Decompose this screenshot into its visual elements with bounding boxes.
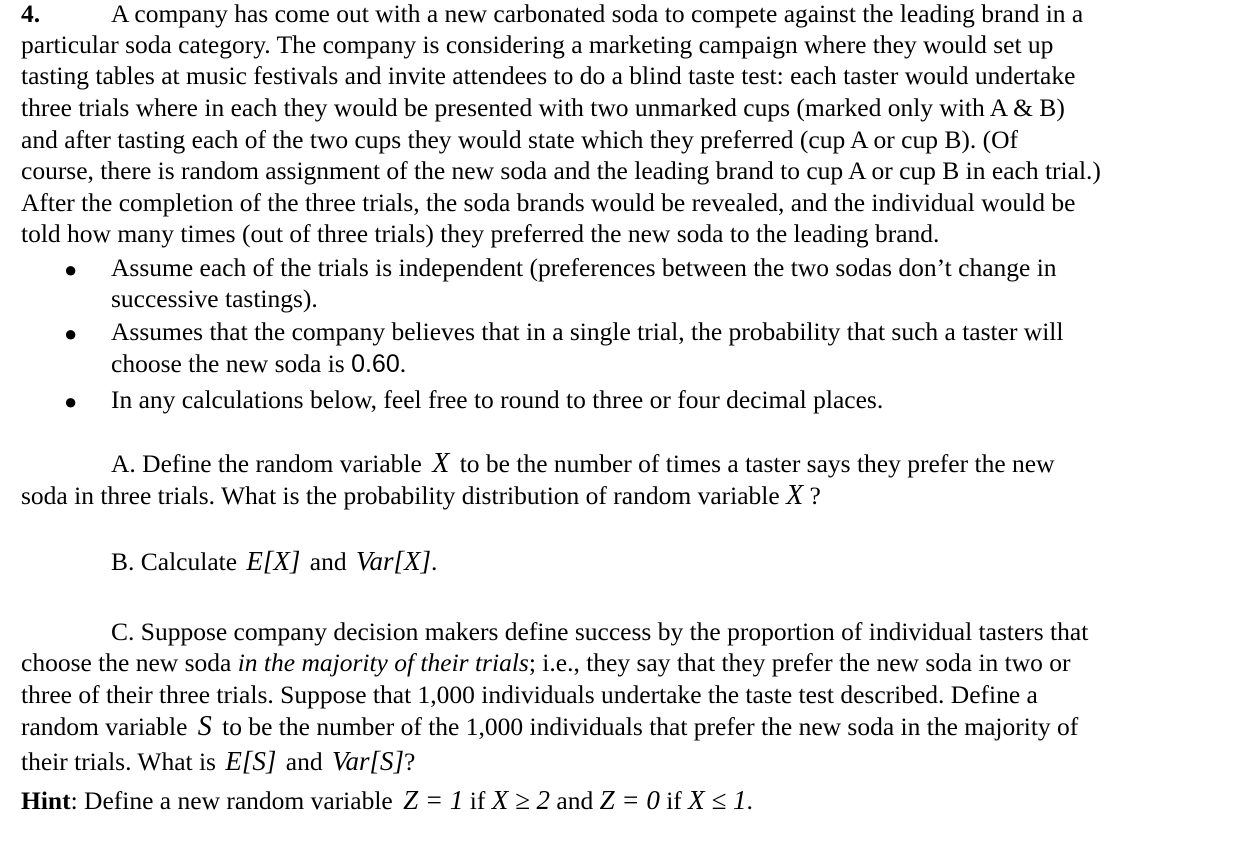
intro-line-5: and after tasting each of the two cups they would state which they preferred (cup A or cup B). (Of: [21, 125, 1019, 154]
condition-x-ge-2: X ≥ 2: [491, 785, 551, 815]
variance-s: Var[S]: [331, 746, 404, 776]
part-c-line-4: [21, 711, 1078, 743]
part-c-line-1: C. Suppose company decision makers define success by the proportion of individual tasters that: [111, 617, 1089, 646]
bullet-2-line-1: Assumes that the company believes that in a single trial, the probability that such a taster will: [111, 317, 1064, 346]
part-a-text-3: soda in three trials. What is the probability distribution of random variable: [21, 481, 780, 510]
hint-label: Hint: [21, 786, 71, 815]
part-c-text-2: ; i.e., they say that they prefer the new soda in two or: [528, 648, 1071, 677]
part-c-line-5: [21, 745, 415, 778]
part-c-text: choose the new soda: [21, 648, 232, 677]
part-a-qmark: ?: [809, 481, 821, 510]
condition-x-le-1: X ≤ 1: [688, 785, 747, 815]
bullet-1-line-1: Assume each of the trials is independent (preferences between the two sodas don’t change in: [111, 253, 1057, 282]
hint-if-1: if: [469, 786, 486, 815]
bullet-icon: ●: [64, 257, 78, 282]
expectation-x: E[X]: [246, 546, 301, 576]
intro-line-6: course, there is random assignment of the new soda and the leading brand to cup A or cup B in each trial.): [21, 156, 1101, 185]
bullet-2-text: choose the new soda is: [111, 349, 345, 378]
hint-text: : Define a new random variable: [70, 786, 393, 815]
part-a-line-2: [21, 480, 821, 512]
bullet-icon: ●: [64, 321, 78, 346]
part-c-text-4: to be the number of the 1,000 individuals that prefer the new soda in the majority of: [222, 712, 1079, 741]
probability-value: 0.60: [351, 350, 400, 378]
intro-line-3: tasting tables at music festivals and invite attendees to do a blind taste test: each taster would undertake: [21, 61, 1076, 90]
part-b-period: .: [431, 547, 438, 576]
part-c-text-3: random variable: [21, 712, 188, 741]
part-c-and: and: [285, 747, 323, 776]
hint-period: .: [746, 786, 753, 815]
part-c-emphasis: in the majority of their trials: [237, 648, 529, 677]
var-x: X: [786, 480, 804, 511]
intro-line-1: A company has come out with a new carbonated soda to compete against the leading brand in a: [111, 0, 1084, 28]
part-b-text: B. Calculate: [111, 547, 238, 576]
hint-and: and: [556, 786, 594, 815]
expectation-s: E[S]: [225, 746, 277, 776]
hint-if-2: if: [666, 786, 682, 815]
part-b-line: [111, 545, 437, 578]
bullet-2-line-2: choose the new soda is 0.60.: [111, 349, 407, 378]
var-s: S: [197, 711, 212, 742]
part-c-text-5: their trials. What is: [21, 747, 216, 776]
question-number: 4.: [21, 0, 41, 28]
hint-line: [21, 784, 753, 817]
var-x: X: [432, 448, 450, 479]
bullet-3-line-1: In any calculations below, feel free to round to three or four decimal places.: [111, 385, 884, 414]
part-b-and: and: [309, 547, 347, 576]
part-c-line-2: [21, 647, 1071, 679]
bullet-1-line-2: successive tastings).: [111, 284, 318, 313]
part-a-text: A. Define the random variable: [111, 449, 422, 478]
part-c-qmark: ?: [404, 747, 416, 776]
part-a-line-1: [111, 448, 1055, 480]
z-equals-1: Z = 1: [403, 785, 464, 815]
intro-line-8: told how many times (out of three trials) they preferred the new soda to the leading brand.: [21, 219, 940, 248]
intro-line-7: After the completion of the three trials, the soda brands would be revealed, and the individual would be: [21, 188, 1076, 217]
part-a-text-2: to be the number of times a taster says they prefer the new: [459, 449, 1055, 478]
intro-line-4: three trials where in each they would be presented with two unmarked cups (marked only with A & B): [21, 93, 1065, 122]
intro-line-2: particular soda category. The company is considering a marketing campaign where they would set up: [21, 30, 1054, 59]
variance-x: Var[X]: [356, 546, 432, 576]
z-equals-0: Z = 0: [599, 785, 660, 815]
bullet-icon: ●: [64, 389, 78, 414]
part-c-line-3: three of their three trials. Suppose that 1,000 individuals undertake the taste test described. Define a: [21, 680, 1038, 709]
